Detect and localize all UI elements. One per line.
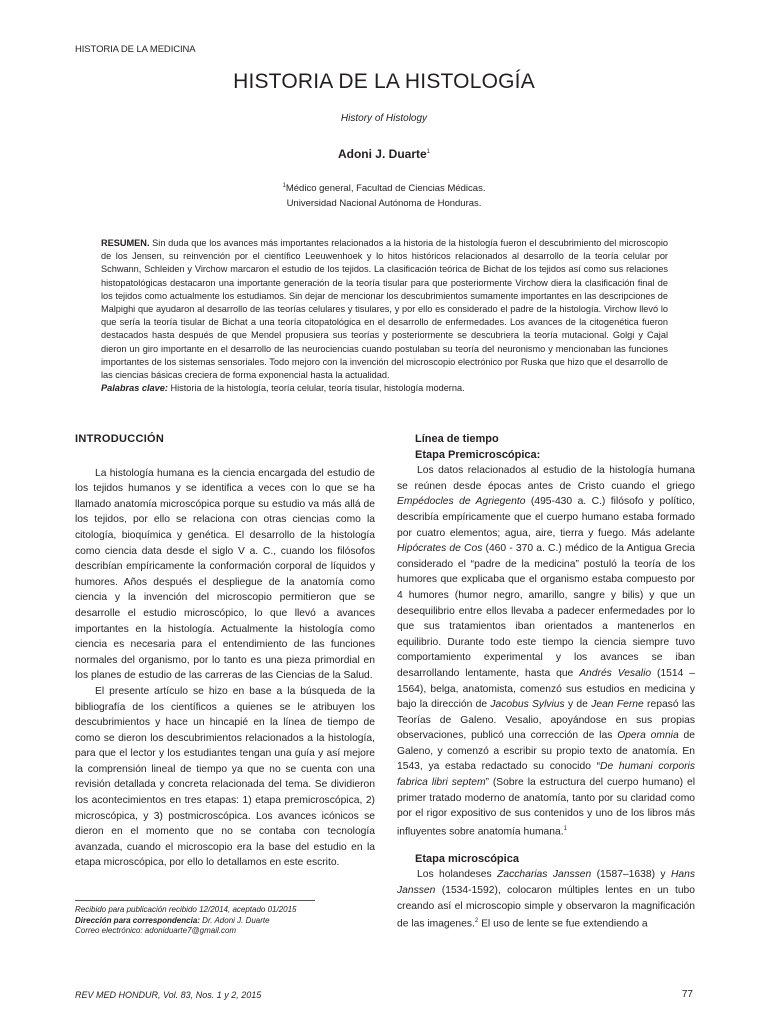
running-head: HISTORIA DE LA MEDICINA bbox=[75, 44, 196, 55]
article-title: HISTORIA DE LA HISTOLOGÍA bbox=[233, 70, 535, 93]
article-subtitle: History of Histology bbox=[340, 113, 428, 124]
abstract-body bbox=[101, 237, 668, 382]
intro-paragraph-1: La histología humana es la ciencia encargada del estudio de los tejidos humanos y se identifica a veces con lo que se ha llamado anatomía microscópica porque su estudio va más allá de los tejidos, por ello se relaciona con otras ciencias como la citología, bioquímica y genética. El desarrollo de la histología como ciencia data desde el siglo V a. C., cuando los filósofos describían empíricamente la conformación corporal de líquidos y humores. Años después el despliegue de la anatomía como ciencia y la invención del microscopio permitieron que se desarrolle el estudio microscópico, lo que llevó a avances importantes en la histología. Actualmente la histología como ciencia es necesaria para el entendimiento de las funciones normales del organismo, por lo tanto es una pieza primordial en los planes de estudio de las carreras de las Ciencias de la Salud. bbox=[75, 467, 375, 682]
abstract-label: RESUMEN. bbox=[101, 238, 150, 248]
footnote-divider bbox=[75, 900, 315, 901]
timeline-heading: Línea de tiempo bbox=[415, 433, 499, 445]
keywords-label: Palabras clave: bbox=[101, 383, 168, 394]
journal-citation: REV MED HONDUR, Vol. 83, Nos. 1 y 2, 2015 bbox=[75, 990, 262, 1000]
footnotes bbox=[75, 905, 297, 937]
email-note: Correo electrónico: adoniduarte7@gmail.com bbox=[75, 926, 237, 935]
received-note: Recibido para publicación recibido 12/2014, aceptado 01/2015 bbox=[75, 905, 297, 914]
right-column bbox=[397, 432, 695, 932]
affiliation-line-2: Universidad Nacional Autónoma de Honduras. bbox=[286, 198, 482, 210]
author-sup: 1 bbox=[426, 149, 431, 155]
abstract bbox=[101, 237, 668, 395]
intro-paragraph-2: El presente artículo se hizo en base a la búsqueda de la bibliografía de los científicos a quienes se le atribuyen los descubrimientos y hace un hincapié en la línea de tiempo de como se dieron los descubrimientos relacionados a la histología, para que el lector y los estudiantes tengan una guía y así mejore la comprensión lineal de tiempo ya que no se cuenta con una revisión detallada y concreta relacionada del tema. Se dividieron los acontecimientos en tres etapas: 1) etapa premicroscópica, 2) microscópica, y 3) postmicroscópica. Los avances icónicos se dieron en el momento que no se contaba con tecnología avanzada, cuando el microscopio era la base del estudio en la etapa microscópica, por ello lo detallamos en este escrito. bbox=[75, 685, 375, 869]
page-number: 77 bbox=[681, 989, 693, 1000]
microscopic-paragraph: Los holandeses Zaccharias Janssen (1587–1638) y Hans Janssen (1534-1592), colocaron múltiples lentes en un tubo creando así el microscopio simple y observaron la magnificación de las imagenes.$^2$ El uso de lente se fue extendiendo a bbox=[397, 869, 695, 930]
author-name: Adoni J. Duarte bbox=[337, 147, 427, 161]
correspondence-note: Dirección para correspondencia: Dr. Adoni J. Duarte bbox=[75, 915, 270, 925]
abstract-text: Sin duda que los avances más importantes relacionados a la historia de la histología fueron el descubrimiento del microscopio de los Jensen, su reinvención por el científico Leeuwenhoek y lo hitos históricos relacionados al desarrollo de la teoría celular por Schwann, Schleiden y Virchow marcaron el estudio de los tejidos. La clasificación teórica de Bichat de los tejidos así como sus relaciones histopatológicas destacaron una importante generación de la teoría tisular para que posteriormente Virchow diera la clasificación final de los tejidos como actualmente los estudiamos. Sin dejar de mencionar los descubrimientos sumamente importantes en las descripciones de Malpighi que ayudaron al desarrollo de las teorías celulares y tisulares, y por ello es considerado el padre de la histología. Virchow llevó lo que sería la teoría tisular de Bichat a una teoría citopatológica en el desarrollo de enfermedades. Los avances de la citogenética fueron destacados hasta después de que Mendel propusiera sus teorías y posteriormente se descubriera la teoría mutacional. Golgi y Cajal dieron un giro importante en el desarrollo de las neurociencias cuando postulaban su teoría del neuronismo y mencionaban las funciones importantes de los sistemas sensoriales. Todo mejoro con la invención del microscopio electrónico por Ruska que hizo que el desarrollo de las ciencias básicas creciera de forma exponencial hasta la actualidad. bbox=[101, 238, 668, 381]
affiliation bbox=[0, 179, 768, 211]
affiliation-sup: 1 bbox=[282, 183, 286, 189]
affiliation-line-1: $^1$Médico general, Facultad de Ciencias Médicas. bbox=[282, 183, 486, 195]
keywords bbox=[101, 382, 668, 395]
left-column bbox=[75, 432, 375, 871]
premicroscopic-paragraph: Los datos relacionados al estudio de la histología humana se reúnen desde épocas antes de Cristo cuando el griego Empédocles de Agriegento (495-430 a. C.) filósofo y político, describía empíricamente que el cuerpo humano estaba formado por cuatro elementos; agua, aire, tierra y fuego. Más adelante Hipócrates de Cos (460 - 370 a. C.) médico de la Antigua Grecia considerado el “padre de la medicina” postuló la teoría de los humores que explicaba que el organismo estaba compuesto por 4 humores (humor negro, amarillo, sangre y bilis) y que un desequilibrio entre ellos llevaba a padecer enfermedades por lo que sus tratamientos iban orientados a mantenerlos en equilibrio. Durante todo este tiempo la ciencia siempre tuvo comportamiento experimental y los avances se iban desarrollando lentamente, hasta que Andrés Vesalio (1514 – 1564), belga, anatomista, comenzó sus estudios en medicina y bajo la dirección de Jacobus Sylvius y de Jean Ferne repasó las Teorías de Galeno. Vesalio, apoyándose en sus propias observaciones, publicó una corrección de las Opera omnia de Galeno, y comenzó a escribir su propio texto de anatomía. En 1543, ya estaba redactado su conocido “De humani corporis fabrica libri septem” (Sobre la estructura del cuerpo humano) el primer tratado moderno de anatomía, tanto por su claridad como por el rigor expositivo de sus contenidos y uno de los libros más influyentes sobre anatomía humana.$^1$ bbox=[397, 465, 696, 838]
microscopic-heading: Etapa microscópica bbox=[415, 852, 519, 865]
intro-heading: INTRODUCCIÓN bbox=[75, 433, 165, 445]
author bbox=[0, 147, 768, 161]
keywords-text: Historia de la histología, teoría celular, teoría tisular, histología moderna. bbox=[167, 383, 465, 394]
premicroscopic-heading: Etapa Premicroscópica: bbox=[415, 448, 541, 461]
